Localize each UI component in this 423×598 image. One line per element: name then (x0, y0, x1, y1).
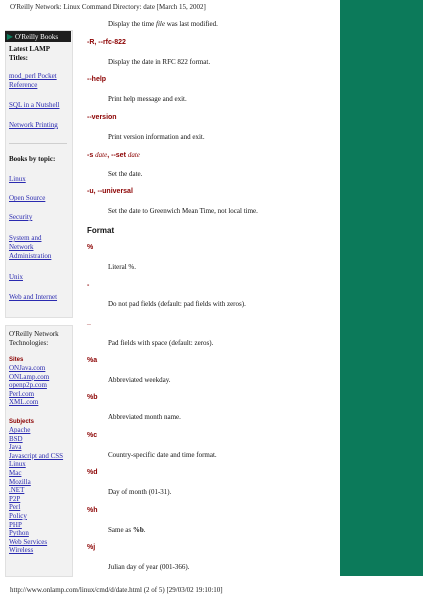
desc-text: . (143, 526, 146, 534)
format-desc-underscore: Pad fields with space (default: zeros). (108, 339, 214, 347)
oreilly-books-bar[interactable] (5, 31, 71, 42)
flag-arg: date (95, 151, 108, 159)
page-header: O'Reilly Network: Linux Command Directory: date [March 15, 2002] (10, 3, 206, 11)
topic-web-and-internet[interactable]: Web and Internet (9, 293, 58, 301)
format-code-j: %j (87, 544, 96, 551)
site-onlamp[interactable]: ONLamp.com (9, 372, 50, 381)
latest-title-line1: Latest LAMP (9, 45, 51, 53)
format-desc-d: Day of month (01-31). (108, 488, 172, 496)
link-mod-perl-reference[interactable]: Reference (9, 81, 38, 89)
books-by-topic-title: Books by topic: (9, 155, 56, 163)
subject-bsd[interactable]: BSD (9, 434, 23, 443)
triangle-arrow-icon: ▶ (6, 32, 14, 41)
link-mod-perl-pocket[interactable]: mod_perl Pocket (9, 72, 57, 80)
option-help: --help (87, 76, 107, 83)
format-code-underscore: _ (87, 319, 91, 326)
format-desc-dash: Do not pad fields (default: pad fields with zeros). (108, 300, 246, 308)
option-help-desc: Print help message and exit. (108, 95, 187, 103)
format-code-a: %a (87, 357, 98, 364)
option-universal: -u, --universal (87, 188, 133, 195)
format-desc-b: Abbreviated month name. (108, 413, 181, 421)
topic-linux[interactable]: Linux (9, 175, 26, 183)
topic-network[interactable]: Network (9, 243, 34, 251)
subject-java[interactable]: Java (9, 443, 22, 452)
desc-text: was last modified. (164, 20, 218, 28)
option-rfc822-desc: Display the date in RFC 822 format. (108, 58, 211, 66)
format-desc-percent: Literal %. (108, 263, 136, 271)
format-code-d: %d (87, 469, 98, 476)
option-rfc822: -R, --rfc-822 (87, 39, 126, 46)
option-version: --version (87, 114, 117, 121)
page-footer: http://www.onlamp.com/linux/cmd/d/date.html (2 of 5) [29/03/02 19:10:10] (10, 586, 223, 594)
format-code-c: %c (87, 432, 98, 439)
topic-administration[interactable]: Administration (9, 252, 52, 260)
subject-web-services[interactable]: Web Services (9, 537, 48, 546)
link-network-printing[interactable]: Network Printing (9, 121, 58, 129)
topic-security[interactable]: Security (9, 213, 33, 221)
subject-p2p[interactable]: P2P (9, 494, 21, 503)
format-heading: Format (87, 226, 115, 235)
option-universal-desc: Set the date to Greenwich Mean Time, not local time. (108, 207, 258, 215)
subject-mac[interactable]: Mac (9, 468, 22, 477)
flag-arg: date (127, 151, 140, 159)
subject-dotnet[interactable]: .NET (9, 486, 25, 495)
format-desc-j: Julian day of year (001-366). (108, 563, 190, 571)
option-set-date (87, 151, 140, 159)
subject-wireless[interactable]: Wireless (9, 546, 34, 555)
site-xml[interactable]: XML.com (9, 398, 39, 407)
topic-system-and[interactable]: System and (9, 234, 42, 242)
sites-list (9, 364, 49, 407)
format-code-percent: % (87, 244, 94, 251)
site-openp2p[interactable]: openp2p.com (9, 381, 47, 390)
latest-title-line2: Titles: (9, 54, 28, 62)
subject-apache[interactable]: Apache (9, 426, 31, 434)
format-desc-h (108, 526, 146, 534)
topic-unix[interactable]: Unix (9, 273, 23, 281)
subject-mozilla[interactable]: Mozilla (9, 477, 31, 486)
format-code-b: %b (87, 394, 98, 401)
option-set-date-desc: Set the date. (108, 170, 143, 178)
subjects-list (9, 426, 63, 555)
subjects-label: Subjects (9, 419, 35, 425)
desc-text: Same as (108, 526, 133, 534)
subject-python[interactable]: Python (9, 529, 29, 538)
tech-title-line1: O'Reilly Network (9, 330, 59, 338)
subject-perl[interactable]: Perl (9, 503, 21, 512)
sidebar-divider (9, 143, 67, 144)
format-desc-c: Country-specific date and time format. (108, 451, 217, 459)
format-code-dash: - (87, 282, 90, 289)
tech-title-line2: Technologies: (9, 339, 49, 347)
format-code-h: %h (87, 507, 98, 514)
sites-label: Sites (9, 357, 24, 363)
option-version-desc: Print version information and exit. (108, 133, 205, 141)
decorative-green-bar (340, 0, 423, 576)
flag-part: , --set (107, 152, 128, 159)
site-perl[interactable]: Perl.com (9, 389, 35, 398)
format-desc-a: Abbreviated weekday. (108, 376, 171, 384)
subject-javascript-css[interactable]: Javascript and CSS (9, 451, 64, 460)
flag-part: -s (87, 152, 96, 159)
site-onjava[interactable]: ONJava.com (9, 364, 46, 372)
topic-open-source[interactable]: Open Source (9, 194, 46, 202)
subject-policy[interactable]: Policy (9, 511, 27, 520)
link-sql-in-a-nutshell[interactable]: SQL in a Nutshell (9, 101, 60, 109)
subject-linux[interactable]: Linux (9, 460, 26, 469)
desc-emphasis: file (156, 20, 165, 28)
desc-text: Display the time (108, 20, 157, 28)
subject-php[interactable]: PHP (9, 520, 22, 529)
oreilly-books-label: O'Reilly Books (15, 33, 59, 41)
desc-bold: %b (132, 526, 144, 534)
file-time-description (108, 20, 218, 28)
